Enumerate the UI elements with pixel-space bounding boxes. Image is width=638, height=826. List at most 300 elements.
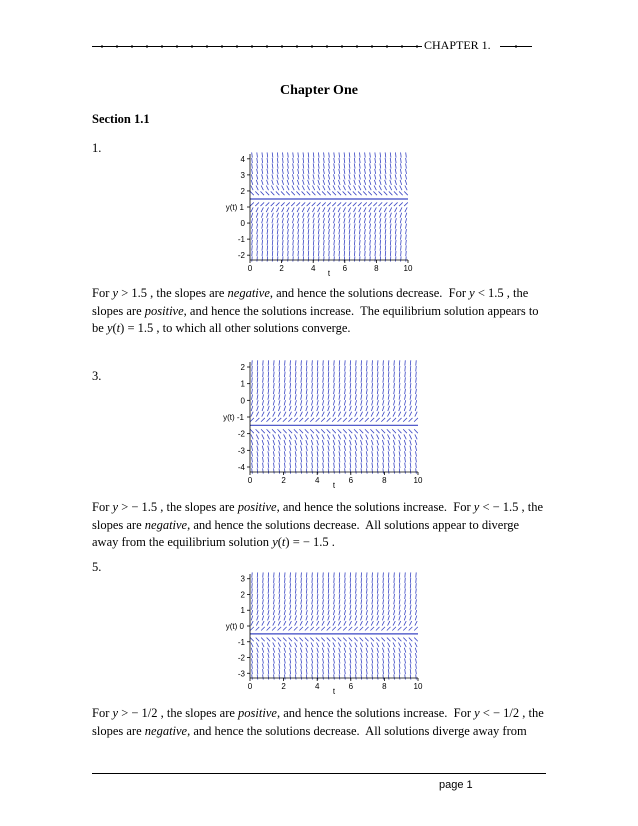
slope-segment bbox=[272, 180, 274, 185]
slope-segment bbox=[295, 412, 297, 417]
slope-segment bbox=[305, 418, 309, 422]
slope-segment bbox=[277, 251, 278, 256]
slope-segment bbox=[317, 658, 318, 663]
slope-segment bbox=[383, 383, 384, 388]
slope-segment bbox=[399, 463, 400, 468]
slope-segment bbox=[257, 669, 258, 674]
slope-segment bbox=[268, 594, 269, 599]
slope-segment bbox=[375, 224, 376, 229]
slope-segment bbox=[382, 648, 384, 653]
slope-segment bbox=[290, 366, 291, 371]
slope-segment bbox=[295, 599, 296, 604]
slope-segment bbox=[360, 434, 362, 439]
slope-segment bbox=[410, 440, 412, 445]
slope-segment bbox=[404, 400, 405, 405]
slope-segment bbox=[322, 648, 324, 653]
direction-field-plot bbox=[216, 358, 426, 494]
slope-segment bbox=[306, 406, 308, 411]
slope-segment bbox=[354, 207, 356, 212]
slope-segment bbox=[370, 158, 371, 163]
slope-segment bbox=[334, 669, 335, 674]
slope-segment bbox=[268, 605, 269, 610]
slope-segment bbox=[356, 377, 357, 382]
slope-segment bbox=[279, 653, 280, 658]
slope-segment bbox=[363, 202, 367, 206]
slope-segment bbox=[323, 463, 324, 468]
slope-segment bbox=[361, 674, 362, 679]
slope-segment bbox=[306, 451, 307, 456]
slope-segment bbox=[387, 429, 391, 433]
slope-segment bbox=[267, 169, 268, 174]
slope-segment bbox=[317, 400, 318, 405]
slope-segment bbox=[358, 191, 362, 195]
slope-segment bbox=[354, 627, 358, 631]
x-tick-label: 2 bbox=[281, 476, 286, 485]
slope-segment bbox=[377, 406, 379, 411]
slope-segment bbox=[311, 440, 313, 445]
slope-segment bbox=[383, 463, 384, 468]
slope-segment bbox=[313, 169, 314, 174]
slope-segment bbox=[360, 638, 364, 642]
slope-segment bbox=[349, 163, 350, 168]
slope-segment bbox=[274, 583, 275, 588]
slope-segment bbox=[263, 589, 264, 594]
slope-segment bbox=[257, 446, 258, 451]
slope-segment bbox=[404, 642, 406, 647]
slope-segment bbox=[251, 207, 253, 212]
slope-segment bbox=[395, 207, 397, 212]
slope-segment bbox=[377, 664, 378, 669]
slope-segment bbox=[252, 669, 253, 674]
slope-segment bbox=[355, 457, 356, 462]
slope-segment bbox=[312, 658, 313, 663]
slope-segment bbox=[268, 446, 269, 451]
slope-segment bbox=[350, 372, 351, 377]
slope-segment bbox=[317, 594, 318, 599]
slope-segment bbox=[339, 451, 340, 456]
slope-segment bbox=[350, 605, 351, 610]
slope-segment bbox=[416, 669, 417, 674]
slope-segment bbox=[298, 152, 299, 157]
slope-segment bbox=[317, 202, 321, 206]
slope-segment bbox=[356, 594, 357, 599]
slope-segment bbox=[250, 418, 254, 422]
slope-segment bbox=[328, 372, 329, 377]
slope-segment bbox=[410, 653, 411, 658]
slope-segment bbox=[414, 429, 418, 433]
slope-segment bbox=[369, 218, 370, 223]
slope-segment bbox=[273, 440, 275, 445]
slope-segment bbox=[329, 158, 330, 163]
slope-segment bbox=[369, 180, 371, 185]
slope-segment bbox=[409, 621, 411, 626]
slope-segment bbox=[299, 638, 303, 642]
slope-segment bbox=[301, 451, 302, 456]
slope-field bbox=[250, 572, 418, 679]
slope-segment bbox=[282, 224, 283, 229]
slope-segment bbox=[284, 616, 286, 621]
slope-segment bbox=[277, 152, 278, 157]
slope-segment bbox=[348, 185, 350, 190]
slope-segment bbox=[399, 406, 401, 411]
slope-segment bbox=[328, 664, 329, 669]
slope-segment bbox=[268, 616, 270, 621]
slope-segment bbox=[405, 372, 406, 377]
slope-segment bbox=[327, 418, 331, 422]
slope-segment bbox=[323, 664, 324, 669]
slope-segment bbox=[339, 218, 340, 223]
slope-segment bbox=[295, 366, 296, 371]
slope-segment bbox=[383, 583, 384, 588]
slope-segment bbox=[348, 191, 352, 195]
slope-segment bbox=[416, 674, 417, 679]
slope-segment bbox=[395, 152, 396, 157]
slope-segment bbox=[312, 394, 313, 399]
slope-segment bbox=[312, 605, 313, 610]
slope-segment bbox=[355, 440, 357, 445]
slope-segment bbox=[295, 648, 297, 653]
slope-segment bbox=[410, 594, 411, 599]
slope-segment bbox=[312, 674, 313, 679]
slope-segment bbox=[339, 664, 340, 669]
slope-segment bbox=[366, 457, 367, 462]
slope-segment bbox=[328, 174, 329, 179]
slope-segment bbox=[282, 152, 283, 157]
slope-segment bbox=[298, 229, 299, 234]
slope-segment bbox=[266, 418, 270, 422]
slope-segment bbox=[262, 389, 263, 394]
slope-segment bbox=[398, 429, 402, 433]
slope-segment bbox=[381, 429, 385, 433]
slope-segment bbox=[268, 658, 269, 663]
slope-segment bbox=[405, 669, 406, 674]
slope-segment bbox=[294, 429, 298, 433]
slope-segment bbox=[252, 245, 253, 250]
slope-segment bbox=[382, 406, 384, 411]
slope-segment bbox=[344, 451, 345, 456]
slope-segment bbox=[390, 229, 391, 234]
slope-segment bbox=[395, 180, 397, 185]
slope-segment bbox=[327, 621, 329, 626]
slope-segment bbox=[370, 240, 371, 245]
slope-segment bbox=[267, 158, 268, 163]
slope-segment bbox=[306, 468, 307, 473]
slope-segment bbox=[372, 610, 373, 615]
slope-segment bbox=[323, 589, 324, 594]
slope-segment bbox=[380, 158, 381, 163]
slope-segment bbox=[257, 394, 258, 399]
slope-segment bbox=[312, 463, 313, 468]
slope-segment bbox=[284, 383, 285, 388]
slope-segment bbox=[256, 412, 258, 417]
slope-segment bbox=[350, 400, 351, 405]
slope-segment bbox=[268, 366, 269, 371]
slope-segment bbox=[268, 389, 269, 394]
slope-segment bbox=[338, 621, 340, 626]
slope-segment bbox=[274, 366, 275, 371]
slope-segment bbox=[295, 594, 296, 599]
slope-segment bbox=[277, 235, 278, 240]
slope-segment bbox=[383, 589, 384, 594]
slope-segment bbox=[312, 610, 313, 615]
slope-segment bbox=[277, 174, 278, 179]
slope-segment bbox=[333, 648, 335, 653]
slope-segment bbox=[366, 463, 367, 468]
slope-segment bbox=[292, 180, 294, 185]
slope-segment bbox=[323, 451, 324, 456]
slope-segment bbox=[312, 664, 313, 669]
slope-segment bbox=[284, 605, 285, 610]
slope-segment bbox=[282, 174, 283, 179]
slope-segment bbox=[339, 383, 340, 388]
slope-segment bbox=[301, 594, 302, 599]
slope-segment bbox=[388, 642, 390, 647]
slope-segment bbox=[329, 229, 330, 234]
slope-segment bbox=[385, 158, 386, 163]
slope-segment bbox=[257, 218, 258, 223]
slope-segment bbox=[268, 372, 269, 377]
slope-segment bbox=[308, 235, 309, 240]
y-axis-label: y(t) 1 bbox=[225, 203, 244, 212]
slope-segment bbox=[409, 418, 413, 422]
slope-segment bbox=[251, 394, 252, 399]
slope-segment bbox=[366, 621, 368, 626]
slope-segment bbox=[296, 202, 300, 206]
slope-segment bbox=[279, 457, 280, 462]
slope-segment bbox=[361, 372, 362, 377]
slope-segment bbox=[361, 377, 362, 382]
slope-segment bbox=[377, 451, 378, 456]
slope-segment bbox=[372, 372, 373, 377]
slope-segment bbox=[371, 648, 373, 653]
slope-segment bbox=[393, 440, 395, 445]
slope-segment bbox=[290, 389, 291, 394]
slope-segment bbox=[257, 377, 258, 382]
slope-segment bbox=[328, 440, 330, 445]
slope-segment bbox=[308, 240, 309, 245]
slope-segment bbox=[338, 180, 340, 185]
slope-segment bbox=[365, 235, 366, 240]
slope-segment bbox=[328, 610, 329, 615]
slope-segment bbox=[372, 446, 373, 451]
slope-segment bbox=[414, 638, 418, 642]
slope-segment bbox=[338, 429, 342, 433]
slope-segment bbox=[295, 658, 296, 663]
slope-segment bbox=[334, 366, 335, 371]
slope-segment bbox=[306, 372, 307, 377]
slope-segment bbox=[394, 451, 395, 456]
slope-segment bbox=[271, 202, 275, 206]
slope-segment bbox=[287, 169, 288, 174]
slope-segment bbox=[377, 610, 378, 615]
slope-segment bbox=[298, 240, 299, 245]
slope-segment bbox=[317, 610, 318, 615]
slope-segment bbox=[390, 224, 391, 229]
slope-segment bbox=[344, 213, 346, 218]
slope-segment bbox=[263, 372, 264, 377]
slope-segment bbox=[354, 218, 355, 223]
slope-segment bbox=[307, 185, 309, 190]
slope-segment bbox=[284, 457, 285, 462]
slope-segment bbox=[311, 616, 313, 621]
slope-segment bbox=[262, 169, 263, 174]
slope-segment bbox=[385, 235, 386, 240]
slope-segment bbox=[372, 589, 373, 594]
slope-segment bbox=[333, 400, 334, 405]
slope-segment bbox=[338, 185, 340, 190]
slope-segment bbox=[377, 653, 378, 658]
slope-segment bbox=[328, 213, 330, 218]
problem-text: For y > − 1/2 , the slopes are positive, and hence the solutions increase. For y < − 1/2 , the slopes are negative, and hence the solutions decrease. All solutions diverge away from bbox=[92, 706, 544, 738]
slope-segment bbox=[405, 468, 406, 473]
slope-segment bbox=[312, 583, 313, 588]
slope-segment bbox=[272, 240, 273, 245]
slope-segment bbox=[384, 207, 386, 212]
problem-text: For y > − 1.5 , the slopes are positive, and hence the solutions increase. For y < − 1.5 , the slopes are negative, and hence the solutions decrease. All solutions appear to diverge away from the equilibrium solution y(t) = − 1.5 . bbox=[92, 500, 544, 549]
slope-segment bbox=[415, 642, 417, 647]
slope-segment bbox=[300, 440, 302, 445]
slope-segment bbox=[322, 621, 324, 626]
slope-segment bbox=[290, 589, 291, 594]
slope-segment bbox=[289, 440, 291, 445]
slope-segment bbox=[344, 446, 345, 451]
slope-segment bbox=[339, 653, 340, 658]
slope-segment bbox=[301, 599, 302, 604]
slope-segment bbox=[388, 616, 390, 621]
slope-segment bbox=[380, 169, 381, 174]
slope-segment bbox=[334, 664, 335, 669]
slope-segment bbox=[333, 185, 335, 190]
slope-segment bbox=[374, 207, 376, 212]
slope-segment bbox=[333, 616, 335, 621]
slope-segment bbox=[390, 251, 391, 256]
slope-segment bbox=[313, 229, 314, 234]
slope-segment bbox=[302, 207, 304, 212]
slope-segment bbox=[288, 429, 292, 433]
slope-segment bbox=[299, 418, 303, 422]
slope-segment bbox=[316, 642, 318, 647]
slope-segment bbox=[385, 213, 387, 218]
slope-segment bbox=[257, 457, 258, 462]
slope-segment bbox=[328, 400, 329, 405]
slope-segment bbox=[379, 207, 381, 212]
slope-segment bbox=[251, 213, 253, 218]
slope-segment bbox=[285, 372, 286, 377]
slope-segment bbox=[262, 440, 264, 445]
slope-segment bbox=[350, 610, 351, 615]
slope-segment bbox=[323, 383, 324, 388]
slope-segment bbox=[373, 191, 377, 195]
slope-segment bbox=[312, 202, 316, 206]
slope-segment bbox=[379, 191, 383, 195]
slope-segment bbox=[350, 440, 352, 445]
slope-segment bbox=[366, 451, 367, 456]
slope-segment bbox=[394, 191, 398, 195]
slope-segment bbox=[279, 605, 280, 610]
slope-segment bbox=[273, 599, 274, 604]
slope-segment bbox=[318, 213, 320, 218]
slope-segment bbox=[282, 240, 283, 245]
slope-segment bbox=[380, 224, 381, 229]
slope-segment bbox=[410, 457, 411, 462]
slope-segment bbox=[339, 251, 340, 256]
x-tick-label: 8 bbox=[374, 264, 379, 273]
slope-segment bbox=[334, 589, 335, 594]
slope-segment bbox=[415, 653, 416, 658]
slope-segment bbox=[399, 394, 400, 399]
slope-segment bbox=[385, 240, 386, 245]
slope-segment bbox=[295, 621, 297, 626]
slope-segment bbox=[279, 463, 280, 468]
slope-segment bbox=[295, 377, 296, 382]
slope-segment bbox=[316, 434, 318, 439]
slope-segment bbox=[251, 446, 252, 451]
slope-segment bbox=[323, 457, 324, 462]
slope-segment bbox=[339, 468, 340, 473]
slope-segment bbox=[277, 229, 278, 234]
slope-segment bbox=[317, 451, 318, 456]
slope-segment bbox=[288, 163, 289, 168]
slope-segment bbox=[398, 412, 400, 417]
slope-segment bbox=[284, 377, 285, 382]
slope-segment bbox=[334, 174, 335, 179]
slope-segment bbox=[328, 383, 329, 388]
slope-segment bbox=[284, 468, 285, 473]
slope-segment bbox=[361, 366, 362, 371]
slope-segment bbox=[359, 207, 361, 212]
slope-segment bbox=[272, 235, 273, 240]
slope-segment bbox=[251, 224, 252, 229]
slope-segment bbox=[405, 185, 407, 190]
slope-segment bbox=[257, 163, 258, 168]
slope-segment bbox=[361, 610, 362, 615]
slope-segment bbox=[361, 648, 363, 653]
slope-segment bbox=[349, 213, 351, 218]
slope-segment bbox=[252, 457, 253, 462]
slope-segment bbox=[289, 412, 291, 417]
slope-segment bbox=[295, 674, 296, 679]
slope-segment bbox=[262, 218, 263, 223]
slope-segment bbox=[273, 406, 275, 411]
slope-segment bbox=[272, 418, 276, 422]
slope-segment bbox=[366, 377, 367, 382]
slope-segment bbox=[298, 158, 299, 163]
slope-segment bbox=[333, 180, 335, 185]
slope-segment bbox=[338, 207, 340, 212]
slope-segment bbox=[334, 457, 335, 462]
slope-segment bbox=[349, 627, 353, 631]
slope-segment bbox=[334, 163, 335, 168]
slope-segment bbox=[400, 213, 402, 218]
slope-segment bbox=[251, 616, 253, 621]
slope-segment bbox=[388, 599, 389, 604]
slope-segment bbox=[276, 202, 280, 206]
slope-segment bbox=[363, 191, 367, 195]
slope-segment bbox=[410, 389, 411, 394]
slope-segment bbox=[410, 648, 412, 653]
slope-segment bbox=[306, 446, 307, 451]
slope-segment bbox=[339, 245, 340, 250]
slope-segment bbox=[339, 648, 341, 653]
slope-segment bbox=[303, 224, 304, 229]
slope-segment bbox=[355, 463, 356, 468]
slope-segment bbox=[372, 377, 373, 382]
slope-segment bbox=[359, 158, 360, 163]
slope-segment bbox=[288, 240, 289, 245]
slope-segment bbox=[308, 180, 310, 185]
slope-segment bbox=[344, 240, 345, 245]
slope-segment bbox=[339, 658, 340, 663]
